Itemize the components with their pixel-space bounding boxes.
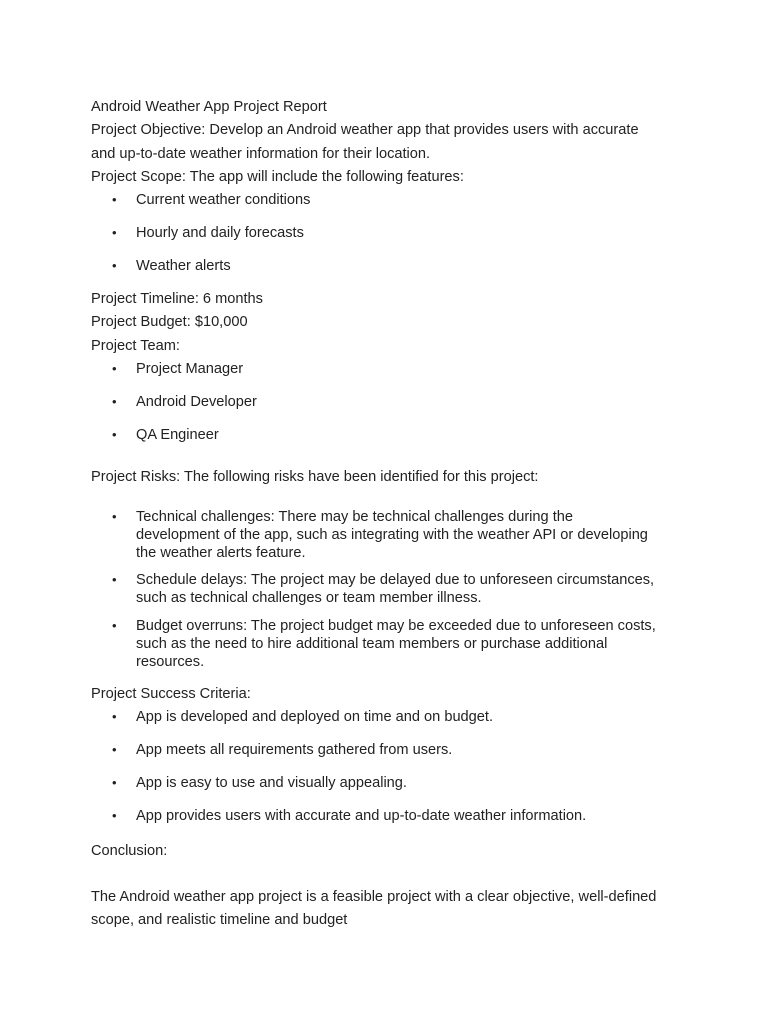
timeline-line: Project Timeline: 6 months (91, 291, 263, 307)
risks-heading: Project Risks: The following risks have been identified for this project: (91, 469, 539, 485)
scope-heading: Project Scope: The app will include the following features: (91, 169, 464, 185)
success-item: App is developed and deployed on time and on budget. (136, 709, 494, 725)
document-title: Android Weather App Project Report (91, 99, 327, 115)
bullet-icon: • (112, 775, 117, 790)
conclusion-line-2: scope, and realistic timeline and budget (91, 912, 348, 928)
risk-item-line: such as the need to hire additional team members or purchase additional (136, 636, 608, 652)
conclusion-line-1: The Android weather app project is a feasible project with a clear objective, well-defined (91, 889, 657, 905)
scope-item: Current weather conditions (136, 192, 311, 208)
risk-item-line: Budget overruns: The project budget may be exceeded due to unforeseen costs, (136, 618, 656, 634)
risk-item-line: such as technical challenges or team member illness. (136, 590, 482, 606)
bullet-icon: • (112, 509, 117, 524)
bullet-icon: • (112, 361, 117, 376)
success-item: App is easy to use and visually appealing. (136, 775, 407, 791)
team-item: QA Engineer (136, 427, 219, 443)
bullet-icon: • (112, 709, 117, 724)
scope-item: Hourly and daily forecasts (136, 225, 304, 241)
risk-item-line: the weather alerts feature. (136, 545, 306, 561)
team-item: Project Manager (136, 361, 244, 377)
objective-line-1: Project Objective: Develop an Android weather app that provides users with accurate (91, 122, 639, 138)
scope-item: Weather alerts (136, 258, 231, 274)
bullet-icon: • (112, 618, 117, 633)
risk-item-line: Schedule delays: The project may be delayed due to unforeseen circumstances, (136, 572, 655, 588)
budget-line: Project Budget: $10,000 (91, 314, 248, 330)
bullet-icon: • (112, 225, 117, 240)
risk-item-line: Technical challenges: There may be technical challenges during the (136, 509, 573, 525)
risk-item-line: resources. (136, 654, 205, 670)
success-heading: Project Success Criteria: (91, 686, 251, 702)
bullet-icon: • (112, 572, 117, 587)
risk-item-line: development of the app, such as integrating with the weather API or developing (136, 527, 648, 543)
success-item: App meets all requirements gathered from users. (136, 742, 453, 758)
objective-line-2: and up-to-date weather information for their location. (91, 146, 431, 162)
bullet-icon: • (112, 808, 117, 823)
team-item: Android Developer (136, 394, 257, 410)
bullet-icon: • (112, 742, 117, 757)
bullet-icon: • (112, 258, 117, 273)
team-heading: Project Team: (91, 338, 180, 354)
conclusion-heading: Conclusion: (91, 843, 168, 859)
bullet-icon: • (112, 192, 117, 207)
bullet-icon: • (112, 394, 117, 409)
bullet-icon: • (112, 427, 117, 442)
success-item: App provides users with accurate and up-to-date weather information. (136, 808, 587, 824)
